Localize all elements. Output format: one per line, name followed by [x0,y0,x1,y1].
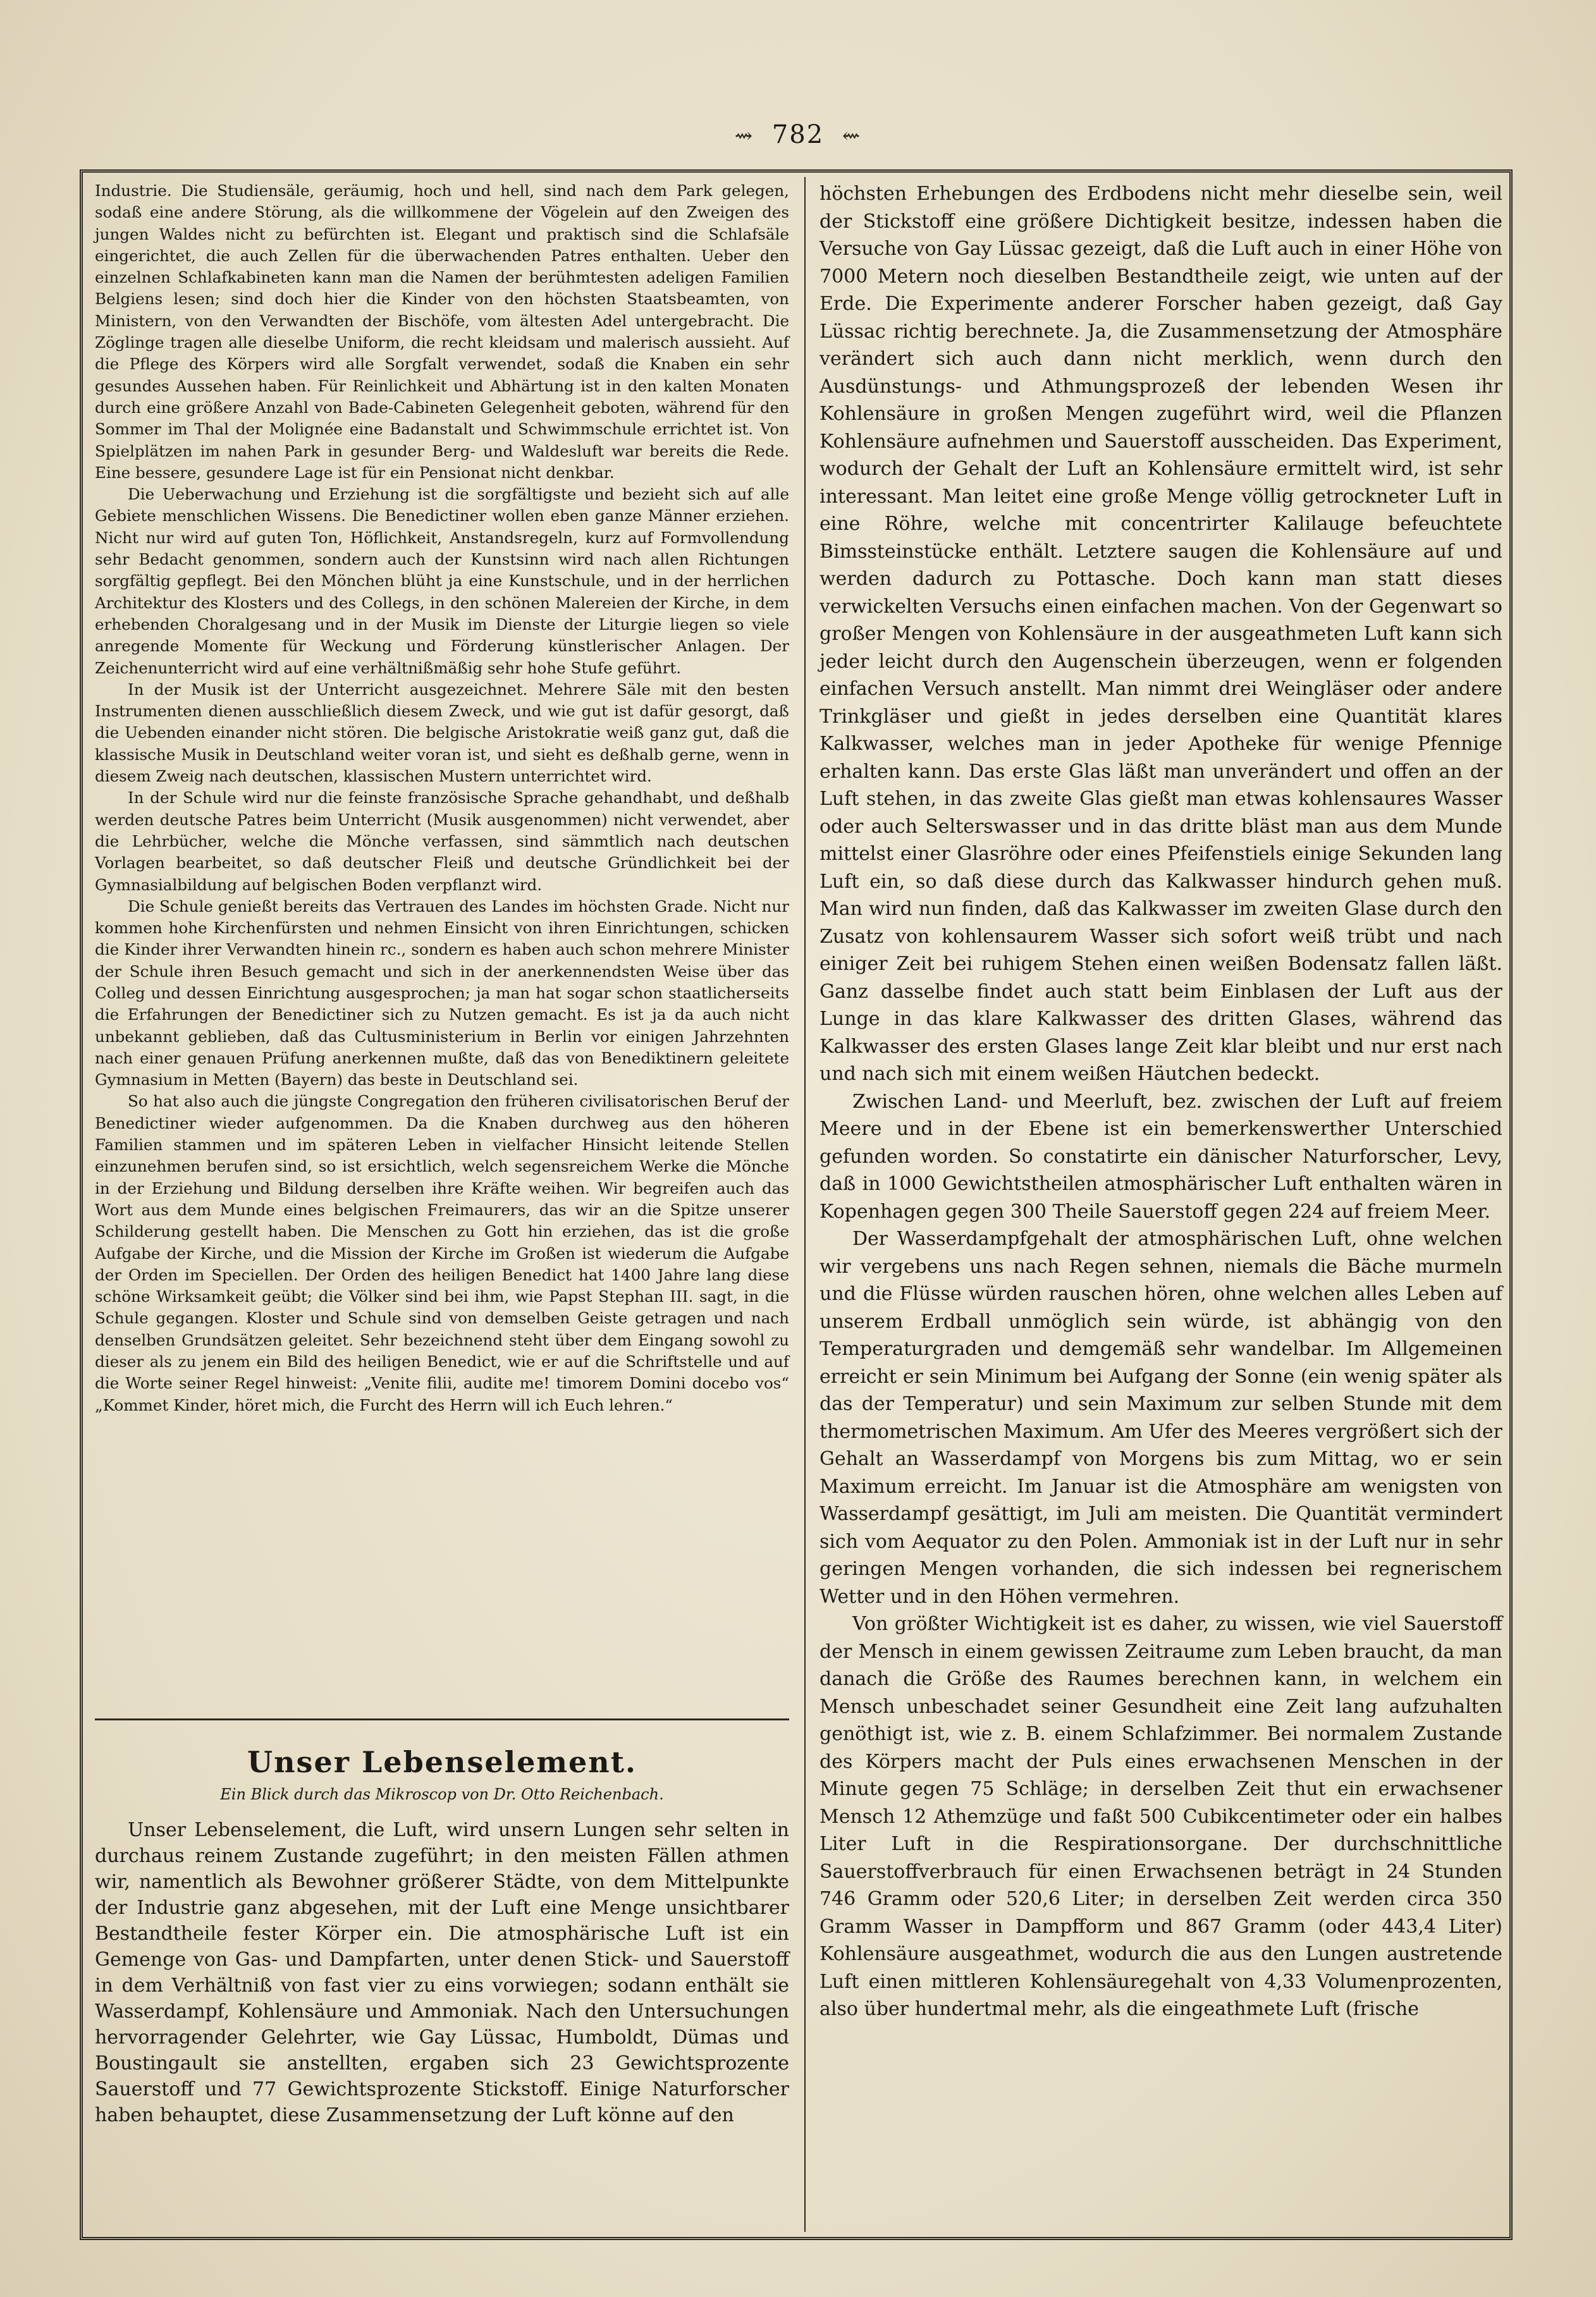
left-paragraph: In der Musik ist der Unterricht ausgezeichnet. Mehrere Säle mit den besten Instrumenten dienen ausschließlich diesem Zweck, und wie gut ist dafür gesorgt, daß die Uebenden einander nicht stören. Die belgische Aristokratie weiß ganz gut, daß die klassische Musik in Deutschland weiter voran ist, und sieht es deßhalb gerne, wenn in diesem Zweig nach deutschen, klassischen Mustern unterrichtet wird. [95,680,789,786]
left-column [95,180,789,1710]
right-paragraph: Der Wasserdampfgehalt der atmosphärischen Luft, ohne welchen wir vergebens uns nach Regen sehnen, niemals die Bäche murmeln und die Flüsse würden rauschen hören, ohne welchen alles Leben auf unserem Erdball unmöglich sein würde, ist abhängig von den Temperaturgraden und demgemäß sehr wandelbar. Im Allgemeinen erreicht er sein Minimum bei Aufgang der Sonne (ein wenig später als das der Temperatur) und sein Maximum zur selben Stunde mit dem thermometrischen Maximum. Am Ufer des Meeres vergrößert sich der Gehalt an Wasserdampf von Morgens bis zum Mittag, wo er sein Maximum erreicht. Im Januar ist die Atmosphäre am wenigsten von Wasserdampf gesättigt, im Juli am meisten. Die Quantität vermindert sich vom Aequator zu den Polen. Ammoniak ist in der Luft nur in sehr geringen Mengen vorhanden, die sich indessen bei regnerischem Wetter und in den Höhen vermehren. [819,1228,1502,1608]
left-paragraph: Die Ueberwachung und Erziehung ist die sorgfältigste und bezieht sich auf alle Gebiete menschlichen Wissens. Die Benedictiner wollen eben ganze Männer erziehen. Nicht nur wird auf guten Ton, Höflichkeit, Anstandsregeln, kurz auf Formvollendung sehr Bedacht genommen, sondern auch der Kunstsinn wird nach allen Richtungen sorgfältig gepflegt. Bei den Mönchen blüht ja eine Kunstschule, und in der herrlichen Architektur des Klosters und des Collegs, in den schönen Malereien der Kirche, in dem erhebenden Choralgesang und in der Musik im Dienste der Liturgie liegen so viele anregende Momente für Weckung und Förderung künstlerischer Anlagen. Der Zeichenunterricht wird auf eine verhältnißmäßig sehr hohe Stufe geführt. [95,485,789,677]
article-separator [95,1718,789,1720]
right-paragraph: höchsten Erhebungen des Erdbodens nicht mehr dieselbe sein, weil der Stickstoff eine größere Dichtigkeit besitze, indessen haben die Versuche von Gay Lüssac gezeigt, daß die Luft auch in einer Höhe von 7000 Metern noch dieselben Bestandtheile zeigt, wie unten auf der Erde. Die Experimente anderer Forscher haben gezeigt, daß Gay Lüssac richtig berechnete. Ja, die Zusammensetzung der Atmosphäre verändert sich auch dann nicht merklich, wenn durch den Ausdünstungs- und Athmungsprozeß der lebenden Wesen ihr Kohlensäure in großen Mengen zugeführt wird, weil die Pflanzen Kohlensäure aufnehmen und Sauerstoff ausscheiden. Das Experiment, wodurch der Gehalt der Luft an Kohlensäure ermittelt wird, ist sehr interessant. Man leitet eine große Menge völlig getrockneter Luft in eine Röhre, welche mit concentrirter Kalilauge befeuchtete Bimssteinstücke enthält. Letztere saugen die Kohlensäure auf und werden dadurch zu Pottasche. Doch kann man statt dieses verwickelten Versuchs einen einfachen machen. Von der Gegenwart so großer Mengen von Kohlensäure in der ausgeathmeten Luft kann sich jeder leicht durch den Augenschein überzeugen, wenn er folgenden einfachen Versuch anstellt. Man nimmt drei Weingläser oder andere Trinkgläser und gießt in jedes derselben eine Quantität klares Kalkwasser, welches man in jeder Apotheke für wenige Pfennige erhalten kann. Das erste Glas läßt man unverändert und offen an der Luft stehen, in das zweite Glas gießt man etwas kohlensaures Wasser oder auch Selterswasser und in das dritte bläst man aus dem Munde mittelst einer Glasröhre oder eines Pfeifenstiels einige Sekunden lang Luft ein, so daß diese durch das Kalkwasser hindurch gehen muß. Man wird nun finden, daß das Kalkwasser im zweiten Glase durch den Zusatz von kohlensaurem Wasser sich sofort weiß trübt und nach einiger Zeit bei ruhigem Stehen einen weißen Bodensatz fallen läßt. Ganz dasselbe findet auch statt beim Einblasen der Luft aus der Lunge in das klare Kalkwasser des dritten Glases, während das Kalkwasser des ersten Glases lange Zeit klar bleibt und nur erst nach und nach sich mit einem weißen Häutchen bedeckt. [819,183,1502,1085]
article-title: Unser Lebenselement. [247,1745,637,1779]
ornament-left: ⇝ [734,123,754,149]
right-paragraph: Zwischen Land- und Meerluft, bez. zwischen der Luft auf freiem Meere und in der Ebene ist ein bemerkenswerther Unterschied gefunden worden. So constatirte ein dänischer Naturforscher, Levy, daß in 1000 Gewichtstheilen atmosphärischer Luft enthalten wären in Kopenhagen gegen 300 Theile Sauerstoff gegen 224 auf freiem Meer. [819,1090,1502,1223]
right-column [819,180,1502,2229]
left-paragraph: Industrie. Die Studiensäle, geräumig, hoch und hell, sind nach dem Park gelegen, sodaß eine andere Störung, als die willkommene der Vögelein auf den Zweigen des jungen Waldes nicht zu befürchten ist. Elegant und praktisch sind die Schlafsäle eingerichtet, die auch Zellen für die überwachenden Patres enthalten. Ueber den einzelnen Schlafkabineten kann man die Namen der berühmtesten adeligen Familien Belgiens lesen; sind doch hier die Kinder von den höchsten Staatsbeamten, von Ministern, von den Verwandten der Bischöfe, vom ältesten Adel untergebracht. Die Zöglinge tragen alle dieselbe Uniform, die recht kleidsam und malerisch aussieht. Auf die Pflege des Körpers wird alle Sorgfalt verwendet, sodaß die Knaben ein sehr gesundes Aussehen haben. Für Reinlichkeit und Abhärtung ist in den kalten Monaten durch eine größere Anzahl von Bade-Cabineten Gelegenheit geboten, während für den Sommer im Thal der Molignée eine Badanstalt und Schwimmschule errichtet ist. Von Spielplätzen im nahen Park in gesunder Berg- und Waldesluft war bereits die Rede. Eine bessere, gesundere Lage ist für ein Pensionat nicht denkbar. [95,181,789,482]
left-paragraph: In der Schule wird nur die feinste französische Sprache gehandhabt, und deßhalb werden deutsche Patres beim Unterricht (Musik ausgenommen) nicht verwendet, aber die Lehrbücher, welche die Mönche verfassen, sind sämmtlich nach deutschen Vorlagen bearbeitet, so daß deutscher Fleiß und deutsche Gründlichkeit bei der Gymnasialbildung auf belgischen Boden verpflanzt wird. [95,788,789,894]
page-number: 782 [771,120,825,149]
article-paragraph: Unser Lebenselement, die Luft, wird unsern Lungen sehr selten in durchaus reinem Zustande zugeführt; in den meisten Fällen athmen wir, namentlich als Bewohner größerer Städte, von dem Mittelpunkte der Industrie ganz abgesehen, mit der Luft eine Menge unsichtbarer Bestandtheile fester Körper ein. Die atmosphärische Luft ist ein Gemenge von Gas- und Dampfarten, unter denen Stick- und Sauerstoff in dem Verhältniß von fast vier zu eins vorwiegen; sodann enthält sie Wasserdampf, Kohlensäure und Ammoniak. Nach den Untersuchungen hervorragender Gelehrter, wie Gay Lüssac, Humboldt, Dümas und Boustingault sie anstellten, ergaben sich 23 Gewichtsprozente Sauerstoff und 77 Gewichtsprozente Stickstoff. Einige Naturforscher haben behauptet, diese Zusammensetzung der Luft könne auf den [95,1819,789,2126]
ornament-right: ⇜ [842,123,862,149]
column-divider [804,177,806,2232]
left-paragraph: So hat also auch die jüngste Congregation den früheren civilisatorischen Beruf der Benedictiner wieder aufgenommen. Da die Knaben durchweg aus den höheren Familien stammen und im späteren Leben in vielfacher Hinsicht leitende Stellen einzunehmen berufen sind, so ist ersichtlich, welch segensreichem Werke die Mönche in der Erziehung und Bildung derselben ihre Kräfte weihen. Wir begreifen auch das Wort aus dem Munde eines belgischen Freimaurers, das wir an die Spitze unserer Schilderung gestellt haben. Die Menschen zu Gott hin erziehen, das ist die große Aufgabe der Kirche, und die Mission der Kirche im Großen ist wiederum die Aufgabe der Orden im Speciellen. Der Orden des heiligen Benedict hat 1400 Jahre lang diese schöne Wirksamkeit geübt; die Völker sind bei ihm, wie Papst Stephan III. sagt, in die Schule gegangen. Kloster und Schule sind von demselben Geiste getragen und nach denselben Grundsätzen geleitet. Sehr bezeichnend steht über dem Eingang sowohl zu dieser als zu jenem ein Bild des heiligen Benedict, wie er auf die Schriftstelle und auf die Worte seiner Regel hinweist: „Venite filii, audite me! timorem Domini docebo vos“ „Kommet Kinder, höret mich, die Furcht des Herrn will ich Euch lehren.“ [95,1092,789,1414]
page-header [0,120,1596,149]
left-paragraph: Die Schule genießt bereits das Vertrauen des Landes im höchsten Grade. Nicht nur kommen hohe Kirchenfürsten und nehmen Einsicht von ihren Einrichtungen, schicken die Kinder ihrer Verwandten hinein rc., sondern es haben auch schon mehrere Minister der Schule ihren Besuch gemacht und sich in der anerkennendsten Weise über das Colleg und dessen Einrichtung ausgesprochen; ja man hat sogar schon staatlicherseits die Erfahrungen der Benedictiner sich zu Nutzen gemacht. Es ist ja da auch nicht unbekannt geblieben, daß das Cultusministerium in Berlin vor einigen Jahrzehnten nach einer genauen Prüfung anerkennen mußte, daß das von Benediktinern geleitete Gymnasium in Metten (Bayern) das beste in Deutschland sei. [95,897,789,1089]
right-paragraph: Von größter Wichtigkeit ist es daher, zu wissen, wie viel Sauerstoff der Mensch in einem gewissen Zeitraume zum Leben braucht, da man danach die Größe des Raumes berechnen kann, in welchem ein Mensch unbeschadet seiner Gesundheit eine Zeit lang aufzuhalten genöthigt ist, wie z. B. einem Schlafzimmer. Bei normalem Zustande des Körpers macht der Puls eines erwachsenen Menschen in der Minute gegen 75 Schläge; in derselben Zeit thut ein erwachsener Mensch 12 Athemzüge und faßt 500 Cubikcentimeter oder ein halbes Liter Luft in die Respirationsorgane. Der durchschnittliche Sauerstoffverbrauch für einen Erwachsenen beträgt in 24 Stunden 746 Gramm oder 520,6 Liter; in derselben Zeit werden circa 350 Gramm Wasser in Dampfform und 867 Gramm (oder 443,4 Liter) Kohlensäure ausgeathmet, wodurch die aus den Lungen austretende Luft einen mittleren Kohlensäuregehalt von 4,33 Volumenprozenten, also über hundertmal mehr, als die eingeathmete Luft (frische [819,1613,1502,2020]
article-body [95,1817,789,2128]
article-unser-lebenselement [95,1745,789,2128]
article-subtitle: Ein Blick durch das Mikroscop von Dr. Otto Reichenbach. [220,1786,664,1803]
